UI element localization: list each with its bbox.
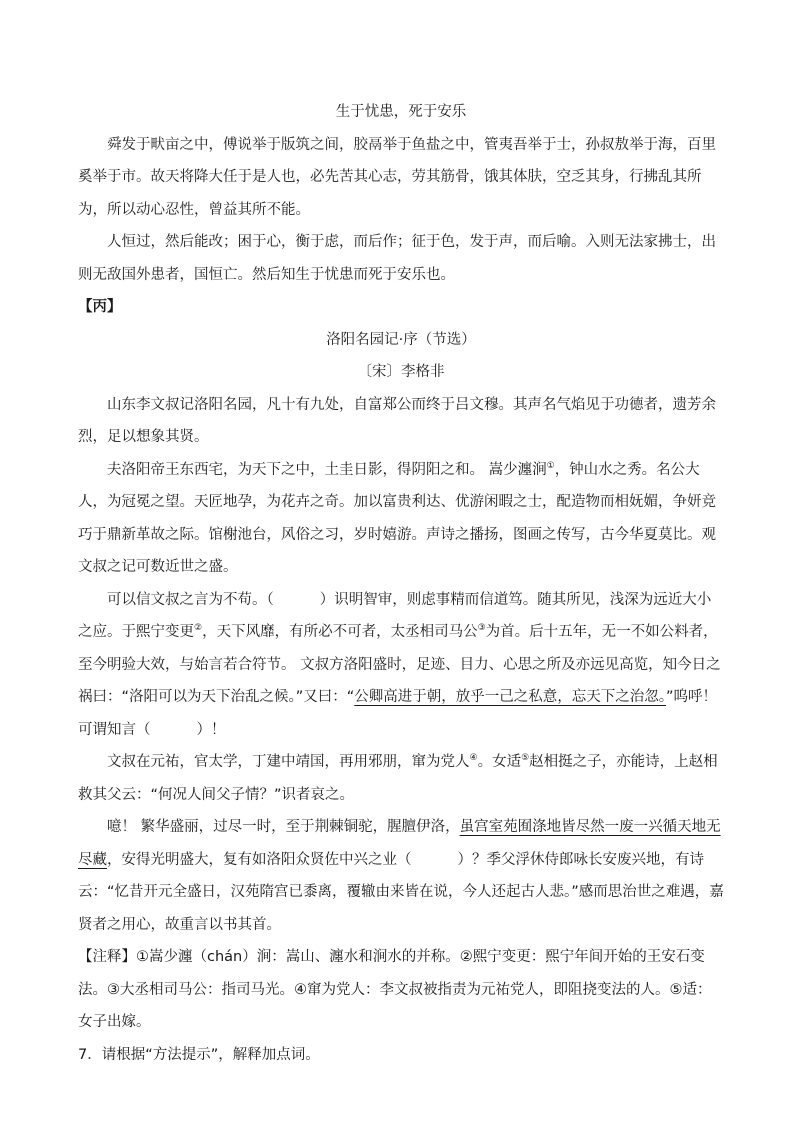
paragraph: 舜发于畎亩之中，傅说举于版筑之间，胶鬲举于鱼盐之中，管夷吾举于士，孙叔敖举于海，百里奚举于市。故天将降大任于是人也，必先苦其心志，劳其筋骨，饿其体肤，空乏其身，行拂乱其所为，所以动心忍性，曾益其所不能。 (78, 136, 716, 218)
text-span: ）！ (196, 721, 226, 738)
underlined-sentence: 虽宫室苑囿涤地皆尽然一废一兴循天地无尽藏 (78, 819, 721, 868)
underlined-sentence: 公卿高进于朝，放乎一己之私意，忘天下之治忽。 (354, 689, 667, 705)
paragraph: 人恒过，然后能改；困于心，衡于虑，而后作；征于色，发于声，而后喻。入则无法家拂士，出则无敌国外患者，国恒亡。然后知生于忧患而死于安乐也。 (78, 234, 716, 283)
section-label: 【丙】 (78, 299, 122, 315)
text-span: ）识明智审，则虑事精而信道笃。随其所见，浅深为远近大小之应。于熙宁变更 (78, 591, 712, 640)
text-span: 。女适 (477, 754, 522, 770)
paragraph (78, 454, 724, 584)
text-span: 赵相挺之子，亦能诗，上赵相救其父云：“何况人间父子情？”识者哀之。 (78, 754, 718, 803)
text-span: ，钟山水之秀。名公大人，为冠冕之望。天匠地孕，为花卉之奇。加以富贵利达、优游闲暇之士，配造物而相妩媚，争妍竞巧于鼎新革故之际。馆榭池台，风俗之习，岁时嬉游。声诗之播扬，图画之传写，古今华夏莫比。观文叔之记可数近世之盛。 (78, 461, 716, 575)
text-span: 文叔在元祐，官太学，丁建中靖国，再用邪朋，窜为党人 (107, 754, 470, 770)
paragraph: 山东李文叔记洛阳名园，凡十有九处，自富郑公而终于吕文穆。其声名气焰见于功德者，遗芳余烈，足以想象其贤。 (78, 396, 716, 445)
passage-title: 洛阳名园记·序（节选） (326, 331, 476, 348)
footnote-marker: ① (546, 460, 555, 471)
text-span: ”呜呼！ 可谓知言（ (78, 689, 718, 738)
question-7: 7．请根据“方法提示”，解释加点词。 (78, 1046, 320, 1063)
footnote-marker: ④ (469, 753, 478, 764)
footnote-marker: ③ (477, 623, 486, 634)
footnote-marker: ② (194, 623, 203, 634)
text-span: 噫！ 繁华盛丽，过尽一时，至于荆棘铜驼，腥膻伊洛， (107, 819, 460, 835)
paragraph (78, 584, 724, 747)
paragraph (78, 746, 724, 811)
text-span: 可以信文叔之言为不苟。（ (107, 591, 274, 608)
document-body (78, 96, 724, 1071)
text-span: ）？季父浮休侍郎咏长安废兴地，有诗云：“忆昔开元全盛日，汉苑隋宫已黍离，覆辙由来皆在说，今人还起古人悲。”感而思治世之难遇，嘉贤者之用心，故重言以书其首。 (78, 851, 724, 933)
paragraph (78, 811, 724, 941)
text-span: 夫洛阳帝王东西宅，为天下之中，土圭日影，得阴阳之和。 嵩少瀍涧 (107, 461, 547, 478)
footnote-marker: ⑤ (521, 753, 530, 764)
footnotes: 【注释】①嵩少瀍（chán）涧：嵩山、瀍水和涧水的并称。②熙宁变更：熙宁年间开始的王安石变法。③大丞相司马公：指司马光。④窜为党人：李文叔被指责为元祐党人，即阻挠变法的人。⑤适：女子出嫁。 (78, 949, 712, 1030)
text-span: ，安得光明盛大，复有如洛阳众贤佐中兴之业（ (107, 851, 412, 868)
passage-author: 〔宋〕李格非 (357, 364, 445, 380)
text-span: ，天下风靡，有所必不可者，太丞相司马公 (202, 624, 478, 640)
text-span: 为首。后十五年，无一不如公料者，至今明验大效，与始言若合符节。 文叔方洛阳盛时，足迹、目力、心思之所及亦远见高览，知今日之祸曰：“洛阳可以为天下治乱之候。”又曰：“ (78, 624, 721, 705)
passage-title: 生于忧患，死于安乐 (335, 104, 467, 120)
